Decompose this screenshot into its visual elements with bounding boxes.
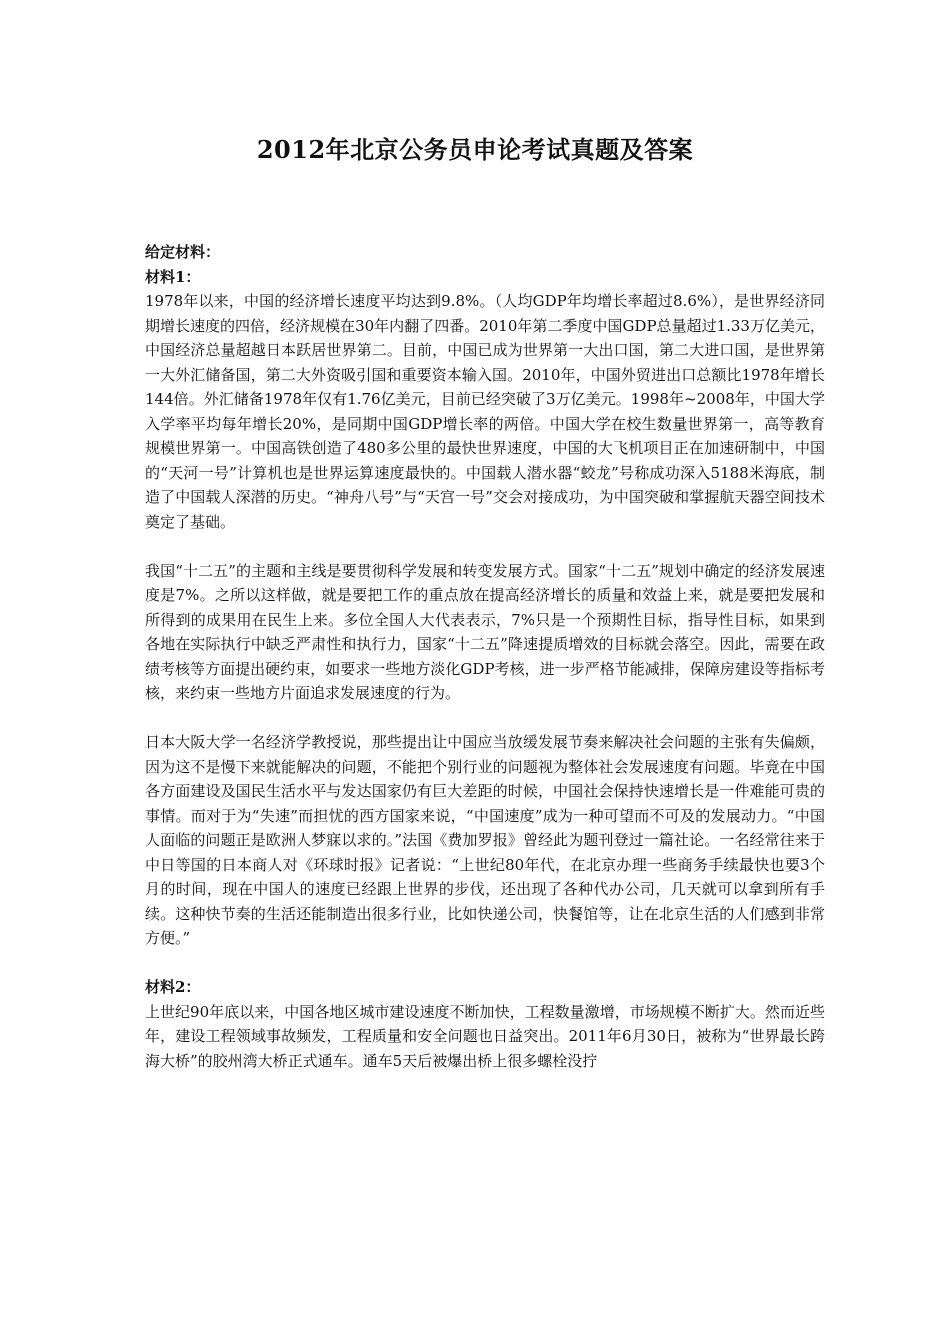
- material-2-paragraph-1: 上世纪90年底以来，中国各地区城市建设速度不断加快，工程数量激增，市场规模不断扩大。然而近些年，建设工程领域事故频发，工程质量和安全问题也日益突出。2011年6月30日，被称为“世界最长跨海大桥”的胶州湾大桥正式通车。通车5天后被爆出桥上很多螺栓没拧: [145, 1002, 825, 1070]
- material-1-paragraph-2: 我国“十二五”的主题和主线是要贯彻科学发展和转变发展方式。国家“十二五”规划中确定的经济发展速度是7%。之所以这样做，就是要把工作的重点放在提高经济增长的质量和效益上来，就是要把发展和所得到的成果用在民生上来。多位全国人大代表表示，7%只是一个预期性目标，指导性目标，如果到各地在实际执行中缺乏严肃性和执行力，国家“十二五”降速提质增效的目标就会落空。因此，需要在政绩考核等方面提出硬约束，如要求一些地方淡化GDP考核，进一步严格节能减排，保障房建设等指标考核，来约束一些地方片面追求发展速度的行为。: [145, 561, 825, 702]
- document-body: [145, 240, 825, 1073]
- material-1-paragraph-3: 日本大阪大学一名经济学教授说，那些提出让中国应当放缓发展节奏来解决社会问题的主张有失偏颇，因为这不是慢下来就能解决的问题，不能把个别行业的问题视为整体社会发展速度有问题。毕竟在中国各方面建设及国民生活水平与发达国家仍有巨大差距的时候，中国社会保持快速增长是一件难能可贵的事情。而对于为“失速”而担忧的西方国家来说，“中国速度”成为一种可望而不可及的发展动力。“中国人面临的问题正是欧洲人梦寐以求的。”法国《费加罗报》曾经此为题刊登过一篇社论。一名经常往来于中日等国的日本商人对《环球时报》记者说：“上世纪80年代，在北京办理一些商务手续最快也要3个月的时间，现在中国人的速度已经跟上世界的步伐，还出现了各种代办公司，几天就可以拿到所有手续。这种快节奏的生活还能制造出很多行业，比如快递公司，快餐馆等，让在北京生活的人们感到非常方便。”: [145, 733, 825, 947]
- paragraph-spacer: [145, 534, 825, 559]
- given-materials-heading: 给定材料：: [145, 243, 221, 261]
- material-1-heading: 材料1：: [145, 267, 201, 286]
- paragraph-spacer: [145, 706, 825, 731]
- material-2-heading: 材料2：: [145, 978, 201, 996]
- material-1-paragraph-1: 1978年以来，中国的经济增长速度平均达到9.8%。（人均GDP年均增长率超过8.6%），是世界经济同期增长速度的四倍，经济规模在30年内翻了四番。2010年第二季度中国GDP总量超过1.33万亿美元，中国经济总量超越日本跃居世界第二。目前，中国已成为世界第一大出口国，第二大进口国，是世界第一大外汇储备国，第二大外资吸引国和重要资本输入国。2010年，中国外贸进出口总额比1978年增长144倍。外汇储备1978年仅有1.76亿美元，目前已经突破了3万亿美元。1998年~2008年，中国大学入学率平均每年增长20%，是同期中国GDP增长率的两倍。中国大学在校生数量世界第一，高等教育规模世界第一。中国高铁创造了480多公里的最快世界速度，中国的大飞机项目正在加速研制中，中国的“天河一号”计算机也是世界运算速度最快的。中国载人潜水器“蛟龙”号称成功深入5188米海底，制造了中国载人深潜的历史。“神舟八号”与“天宫一号”交会对接成功，为中国突破和掌握航天器空间技术奠定了基础。: [145, 292, 825, 531]
- paragraph-spacer: [145, 951, 825, 976]
- document-title: 2012年北京公务员申论考试真题及答案: [256, 135, 694, 164]
